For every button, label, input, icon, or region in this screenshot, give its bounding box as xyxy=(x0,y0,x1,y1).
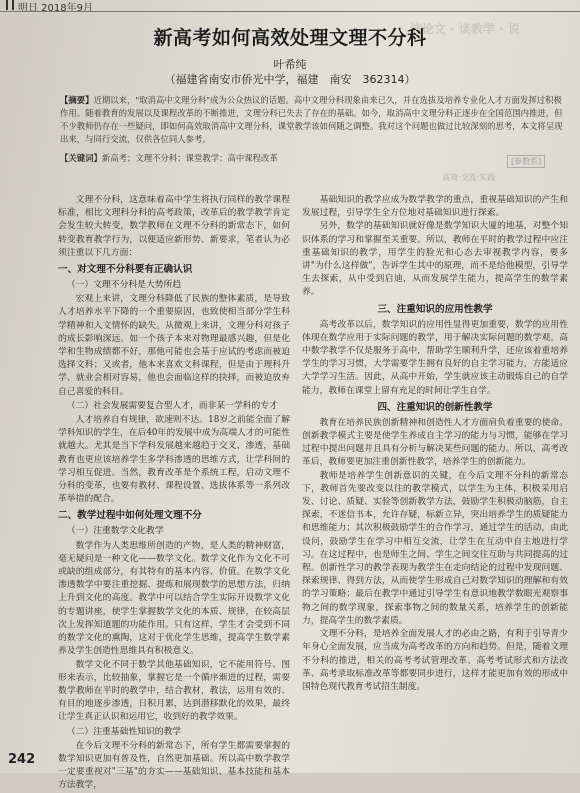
paragraph: 数学作为人类思维所创造的产物，是人类的精神财富，毫无疑问是一种文化——数学文化。数学文化作为文化不可或缺的组成部分，有其特有的基本内容、价值。在数学文化渗透数学中要注重挖掘、提炼和展现数学的思想方法，归纳上升到文化的高度。教学中可以结合学生实际开设数学文化的专题讲座，使学生掌握数学文化的本质、规律，在较高层次上发挥知道题的功能作用。只有这样，学生才会受到不同的数学文化的熏陶，这对于优化学生思维，提高学生数学素养及学生创造性思维具有积极意义。 xyxy=(58,540,290,657)
keywords-text: 新高考；文理不分科；课堂教学；高中课程改革 xyxy=(101,153,278,163)
subsection-heading: （一）文理不分科是大势所趋 xyxy=(66,280,182,291)
section-heading: 二、教学过程中如何处理文理不分 xyxy=(58,510,202,522)
section-heading: 四、注重知识的创新性教学 xyxy=(377,401,493,413)
section-heading: 三、注重知识的应用性教学 xyxy=(377,303,493,315)
abstract-label: 【摘要】 xyxy=(60,95,94,105)
sidebox-label: [参数系] xyxy=(507,155,545,168)
subsection-heading: （二）注重基础性知识的教学 xyxy=(66,726,182,737)
paragraph: 数学文化不同于数学其他基础知识，它不能用符号、图形来表示，比较抽象，掌握它是一个循序渐进的过程，需要数学教师在平时的教学中，结合教材，教法，运用有效的、有目的地逐步渗透，日积月累，达到潜移默化的效果，最终让学生真正认识和运用它，收到好的教学效果。 xyxy=(58,659,290,723)
running-header xyxy=(0,0,580,15)
journal-name: 明日 2018年9月 xyxy=(18,3,93,14)
paragraph: 文理不分科，这意味着高中学生将执行同样的教学课程标准，相比文理科分科的高考政策，改革后的教学教学肯定会发生较大转变，数学教师在文理不分科的新常态下，如何转变教育教学行为，以便适应新形势、新要求，笔者认为必须注重以下几方面： xyxy=(58,195,290,258)
section-heading: 一、对文理不分科要有正确认识 xyxy=(58,264,193,276)
page-number: 242 xyxy=(8,752,36,767)
paragraph: 另外，数学的基础知识就好像是数学知识大厦的地基，对整个知识体系的学习和掌握至关重要。所以，教师在平时的教学过程中应注重基础知识的教学，用学生的脸光和心态去审视教学内容，要多讲"为什么这样做"，告诉学生其中的原理，而不是给他模型，引导学生去探索，从中受到启迪，从而发展学生能力，提高学生的数学素养。 xyxy=(302,221,568,298)
paragraph: 教育在培养民族创新精神和创造性人才方面肩负着重要的使命。创新教学模式主要是使学生养成自主学习的能力与习惯，能够在学习过程中提出问题并且具有分析与解决某些问题的能力。所以，高考改革后，教师要更加注重创新性教学，培养学生的创新能力。 xyxy=(302,417,568,468)
right-column xyxy=(302,194,568,694)
paragraph: 教师是培养学生创新意识的关键，在今后文理不分科的新常态下，教师首先要改变以往的教学模式，以学生为主体，积极采用启发、讨论、质疑、实验等创新教学方法，鼓励学生积极动脑筋，自主探索，不迷信书本，允许存疑，标新立异，突出培养学生的质疑能力和思维能力；其次积极鼓励学生的合作学习，通过学生的活动，由此设问，鼓励学生在学习中相互交流，让学生在互动中自主地进行学习。在这过程中，也是师生之间、学生之间交往互助与共同提高的过程。创新性学习的教学表现为教学生在走向结论的过程中发现问题、探索规律、得到方法，从而使学生形成自己对数学知识的理解和有效的学习策略；最后在教学中通过引导学生有意识地教学数眼光观察事物之间的数学现象，探索事物之间的数量关系，培养学生的创新能力，提高学生的数学素质。 xyxy=(302,470,568,626)
faded-sidebox xyxy=(432,150,572,190)
article-author: 叶希纯 xyxy=(273,58,307,71)
subsection-heading: （一）注重数学文化教学 xyxy=(66,526,164,537)
article-affiliation: （福建省南安市侨光中学，福建 南安 362314） xyxy=(164,73,416,86)
paragraph: 高考改革以后，数学知识的应用性显得更加重要，数学的应用性体现在数学应用于实际问题的教学，用于解决实际问题的数学观。高中数学教学不仅是服务于高中，帮助学生顺利升学，还应该着重培养学生的学习习惯，大学需要学生拥有良好的自主学习能力，方能适应大学学习生活。因此，从高中开始，学生就应该主动锻炼自己的自学能力，教师在课堂上留有充足的时间让学生自学。 xyxy=(302,319,568,396)
subsection-heading: （二）社会发展需要复合型人才，而非某一学科的专才 xyxy=(66,400,278,411)
faded-banner: 读论文 · 谈教学 · 说 xyxy=(410,22,520,36)
paragraph: 人才培养自有规律，欲速则不达。18岁之前能全面了解学科知识的学生，在后40年的发展中成为高端人才的可能性就越大。尤其是当下学科发展越来越趋于交叉、渗透，基础教育也更应该培养学生多学科渗透的思维方式，让学科间的学习相互促进。当然，教育改革是个系统工程，启动文理不分科的变革，也要有教材、课程设置、选拔体系等一系列改革举措的配合。 xyxy=(58,415,290,505)
header-rule xyxy=(0,11,580,12)
left-column xyxy=(58,194,290,793)
article-title: 新高考如何高效处理文理不分科 xyxy=(153,27,427,49)
paragraph: 基础知识的教学应成为数学教学的重点，重视基础知识的产生和发展过程，引导学生全方位地对基础知识进行探索。 xyxy=(302,195,568,219)
paragraph: 文理不分科，是培养全面发展人才的必由之路，有利于引导青少年身心全面发展，应当成为高考改革的方向和趋势。但是，随着文理不分科的推进，相关的高考考试管理改革、高考考试形式和方法改革、高考录取标准改革等都要同步进行，这样才能更加有效的形成中国特色现代教育考试招生制度。 xyxy=(302,629,568,692)
sidebox-sub: 高效·交流·实践 xyxy=(442,173,496,182)
abstract-text: 近期以来，"取消高中文理分科"成为公众热议的话题。高中文理分科现象由来已久，并在选拔及培养专业化人才方面发挥过积极作用。随着教育的发展以及课程改革的不断推进，文理分科已失去了存在的基础。如今，取消高中文理分科正逐步在全国范围内推进，但不少教师仍存在一些疑问，即如何高效取消高中文理分科，课堂教学该如何随之调整。我对这个问题也做过比较深刻的思考，本文将呈现出来，与同行交流，仅供各位同人参考。 xyxy=(60,95,563,144)
keywords-label: 【关键词】 xyxy=(60,153,102,163)
abstract-block xyxy=(60,94,570,146)
header-bars-icon xyxy=(6,0,14,10)
paragraph: 宏观上来讲，文理分科降低了民族的整体素质，是导致人才培养水平下降的一个重要原因，也致使相当部分学生科学精神和人文情怀的缺失。从微观上来讲，文理分科对孩子的成长影响深远。如一个孩子本来对物理最感兴趣，但是化学和生物成绩都不好，那他可能也会基于应试的考虑而被迫选择文科；又或者，他本来喜欢文科课程，但是由于理科升学、就业会相对容易，他也会面临这样的抉择，而被迫放弃自己喜爱的科目。 xyxy=(58,294,290,397)
paragraph: 在今后文理不分科的新常态下，所有学生都需要掌握的数学知识更加有普及性，自然更加基础。所以高中数学教学一定要重视对"三基"的夯实——基础知识、基本技能和基本方法教学， xyxy=(58,740,290,791)
